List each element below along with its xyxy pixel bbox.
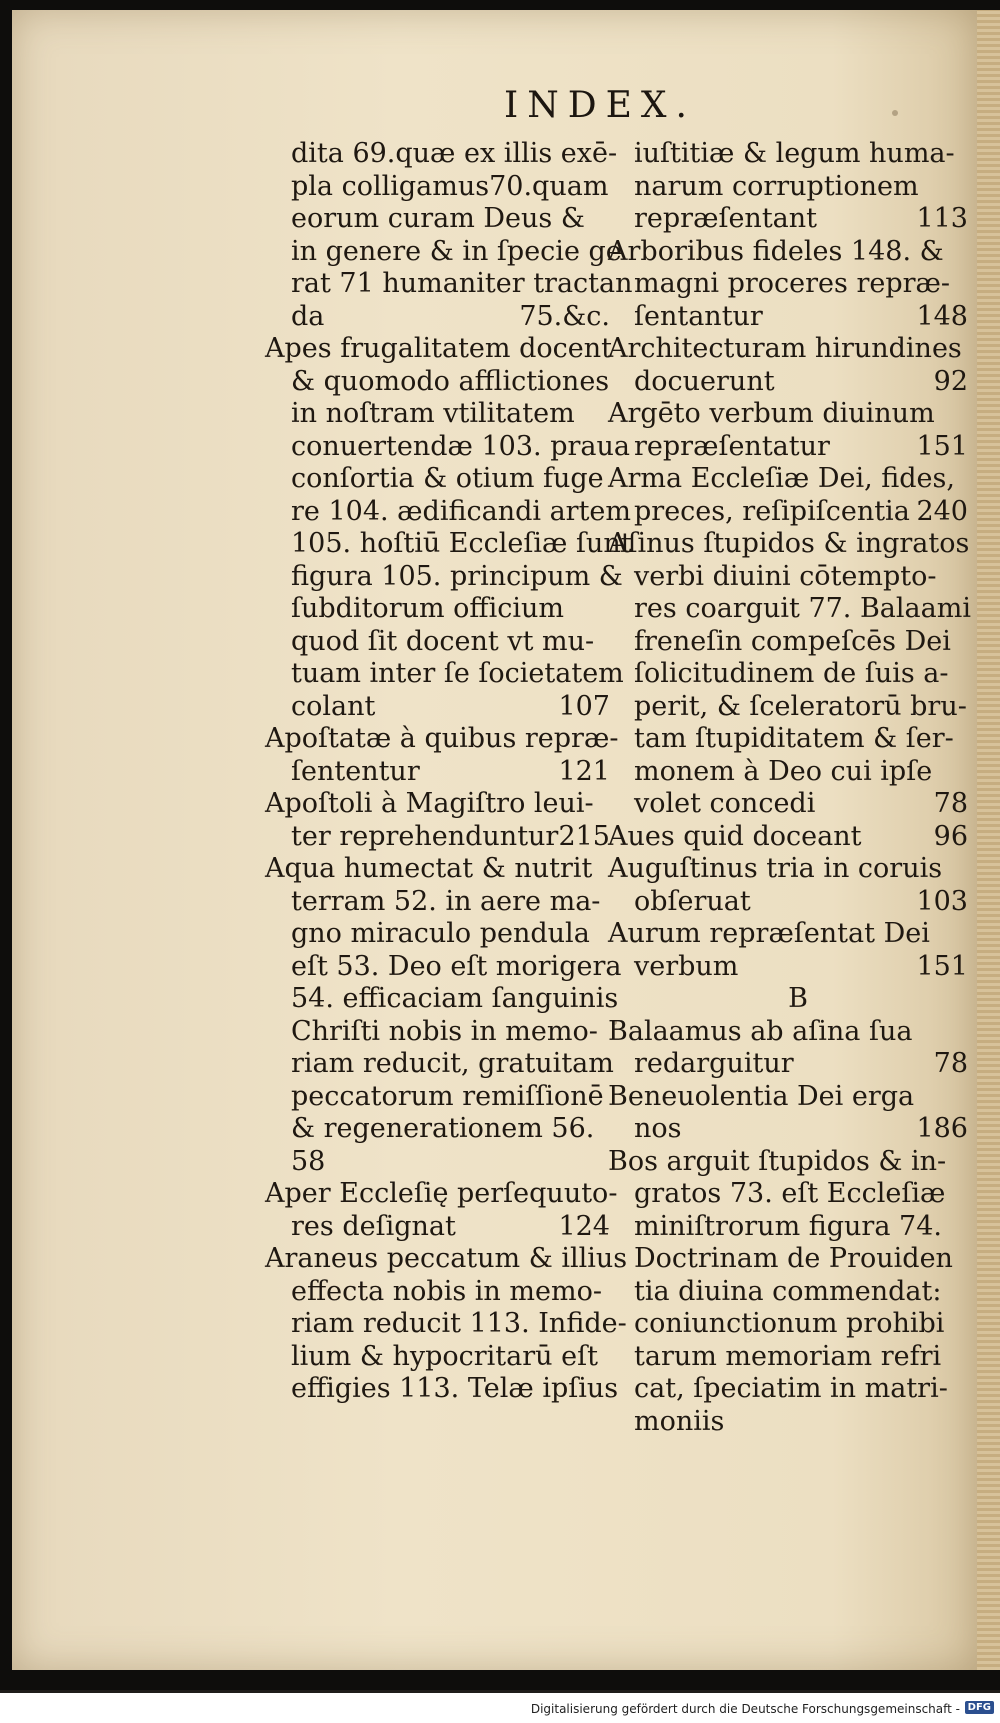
index-line: effecta nobis in memo- (291, 1275, 602, 1307)
page-reference: 186 (916, 1113, 968, 1144)
index-line (285, 301, 610, 334)
page-reference: 240 (916, 495, 968, 527)
index-term: da (291, 300, 325, 332)
index-line: verbi diuini cōtempto- (634, 560, 937, 592)
index-line (628, 301, 968, 334)
index-line: effigies 113. Telæ ipſius (291, 1373, 619, 1404)
index-entry (265, 1243, 628, 1406)
index-entry (608, 918, 968, 983)
index-entry (265, 853, 622, 1178)
index-entry (265, 333, 632, 723)
index-line: Doctrinam de Prouiden (634, 1243, 953, 1274)
index-line: tia diuina commendat: (634, 1275, 942, 1307)
index-entry (608, 463, 968, 528)
page-reference: 103 (916, 885, 968, 917)
index-line: 58 (291, 1145, 326, 1177)
index-line: Argēto verbum diuinum (608, 398, 935, 429)
page-reference: 107 (558, 690, 610, 722)
index-entry (608, 1145, 968, 1439)
index-entry (608, 398, 968, 463)
index-entry (285, 138, 633, 333)
index-line (285, 756, 610, 789)
left-column (265, 138, 633, 1406)
index-entry (265, 788, 610, 853)
index-line: Chriſti nobis in memo- (291, 1015, 598, 1047)
index-line (628, 886, 968, 919)
index-line: Arboribus fideles 148. & (608, 235, 944, 267)
index-line: tarum memoriam refri (634, 1340, 942, 1372)
index-term: docuerunt (634, 365, 775, 397)
footer-bar (0, 1693, 1000, 1723)
index-term: obſeruat (634, 885, 751, 917)
index-line: conuertendæ 103. praua (291, 430, 630, 462)
index-line: moniis (634, 1405, 725, 1437)
index-term: verbum (634, 950, 739, 982)
index-line: Araneus peccatum & illius (265, 1243, 628, 1274)
index-line: 105. hoſtiū Eccleſiæ ſunt (291, 528, 632, 559)
page-reference: 151 (916, 950, 968, 982)
index-term: nos (634, 1113, 682, 1144)
index-line: figura 105. principum & (291, 560, 623, 592)
index-letter-heading: B (788, 983, 808, 1014)
index-line: Apes frugalitatem docent (265, 333, 612, 364)
dfg-logo: DFG (965, 1701, 994, 1714)
index-line: Aſinus ſtupidos & ingratos (608, 528, 970, 559)
footer-credit: Digitalisierung gefördert durch die Deutsche Forschungsgemeinschaft - (530, 1702, 960, 1716)
index-line: freneſin compeſcēs Dei (634, 625, 951, 657)
index-term: preces, reſipiſcentia (634, 495, 910, 527)
page-reference: 113 (916, 203, 968, 234)
index-entry (628, 138, 968, 236)
index-term: repræſentatur (634, 430, 830, 462)
page-reference: 75.&c. (519, 300, 610, 332)
index-line: gratos 73. eſt Eccleſiæ (634, 1178, 946, 1209)
index-line: Arma Eccleſiæ Dei, fides, (608, 463, 955, 494)
index-entry (265, 723, 619, 788)
index-line: re 104. ædificandi artem (291, 495, 632, 527)
index-line (628, 366, 968, 399)
index-line: in genere & in ſpecie ge (291, 235, 622, 267)
index-line: Auguſtinus tria in coruis (608, 853, 943, 884)
index-line: Aurum repræſentat Dei (608, 918, 930, 949)
index-term: ter reprehenduntur (291, 820, 559, 852)
index-entry (608, 528, 971, 821)
index-line: rat 71 humaniter tractan (291, 268, 633, 299)
page-reference: 215 (558, 820, 610, 852)
index-line: narum corruptionem (634, 170, 919, 202)
index-line: Aper Eccleſię perſequuto- (265, 1178, 618, 1209)
page-reference: 151 (916, 430, 968, 462)
index-line: Aqua humectat & nutrit (265, 853, 593, 884)
page-reference: 121 (558, 755, 610, 787)
index-term: redarguitur (634, 1048, 794, 1079)
index-term: ſententur (291, 755, 420, 787)
index-line (628, 203, 968, 236)
index-line: tam ſtupiditatem & ſer- (634, 723, 954, 754)
index-line: cat, ſpeciatim in matri- (634, 1373, 948, 1404)
index-line (628, 496, 968, 529)
page-reference: 78 (933, 788, 968, 819)
index-line: riam reducit 113. Infide- (291, 1308, 627, 1339)
page-edge (977, 10, 1000, 1670)
page-reference: 92 (933, 365, 968, 397)
index-line: pla colligamus70.quam (291, 170, 609, 202)
index-term: res deſignat (291, 1210, 456, 1242)
page-reference: 96 (933, 820, 968, 852)
page-header: INDEX. (504, 85, 696, 126)
index-line: Apoſtatæ à quibus repræ- (265, 723, 619, 754)
index-line: Beneuolentia Dei erga (608, 1080, 915, 1112)
index-entry (608, 235, 968, 334)
index-line: gno miraculo pendula (291, 918, 590, 949)
index-line: perit, & ſceleratorū bru- (634, 690, 967, 722)
index-term: volet concedi (634, 788, 816, 819)
index-line: magni proceres repræ- (634, 268, 951, 299)
index-line: riam reducit, gratuitam (291, 1048, 614, 1079)
index-line: eorum curam Deus & (291, 203, 585, 234)
index-line: peccatorum remiſſionē (291, 1080, 604, 1112)
right-column (608, 138, 971, 1438)
index-line: 54. efficaciam ſanguinis (291, 983, 619, 1014)
index-line: lium & hypocritarū eſt (291, 1340, 598, 1372)
page-reference: 78 (933, 1048, 968, 1079)
index-line: quod ſit docent vt mu- (291, 625, 595, 657)
page-reference: 124 (558, 1210, 610, 1242)
index-line: ſubditorum officium (291, 593, 564, 624)
index-line (628, 431, 968, 464)
index-term: Aues quid doceant (608, 820, 862, 852)
index-entry (608, 333, 968, 398)
index-line: ſolicitudinem de ſuis a- (634, 658, 949, 689)
index-line (285, 691, 610, 724)
index-line: Bos arguit ſtupidos & in- (608, 1145, 947, 1177)
index-line: miniſtrorum figura 74. (634, 1210, 942, 1242)
index-line (608, 821, 968, 854)
index-line: & regenerationem 56. (291, 1113, 595, 1144)
index-term: colant (291, 690, 376, 722)
index-line: dita 69.quæ ex illis exē- (291, 138, 618, 169)
index-line (628, 788, 968, 821)
index-line: iuſtitiæ & legum huma- (634, 138, 955, 169)
index-line: conſortia & otium fuge (291, 463, 604, 494)
index-term: ſentantur (634, 300, 763, 332)
index-line: & quomodo afflictiones (291, 365, 610, 397)
index-line (285, 1211, 610, 1244)
index-line: coniunctionum prohibi (634, 1308, 945, 1339)
index-line: in noſtram vtilitatem (291, 398, 575, 429)
page-reference: 148 (916, 300, 968, 332)
index-line: Apoſtoli à Magiſtro leui- (265, 788, 594, 819)
index-entry (608, 1080, 968, 1146)
index-line: tuam inter ſe ſocietatem (291, 658, 624, 689)
index-line: Balaamus ab aſina ſua (608, 1015, 913, 1047)
index-entry (608, 853, 968, 918)
index-line: terram 52. in aere ma- (291, 885, 601, 917)
index-line (285, 821, 610, 854)
index-line: Architecturam hirundines (608, 333, 962, 364)
index-entry (608, 1015, 968, 1081)
index-line: monem à Deo cui ipſe (634, 755, 933, 787)
index-entry (265, 1178, 618, 1243)
index-line (628, 951, 968, 984)
index-entry (608, 820, 968, 854)
index-term: repræſentant (634, 203, 818, 234)
index-line: eſt 53. Deo eſt morigera (291, 950, 622, 982)
index-line (628, 1048, 968, 1081)
index-line: res coarguit 77. Balaami (634, 593, 971, 624)
index-line (628, 1113, 968, 1146)
